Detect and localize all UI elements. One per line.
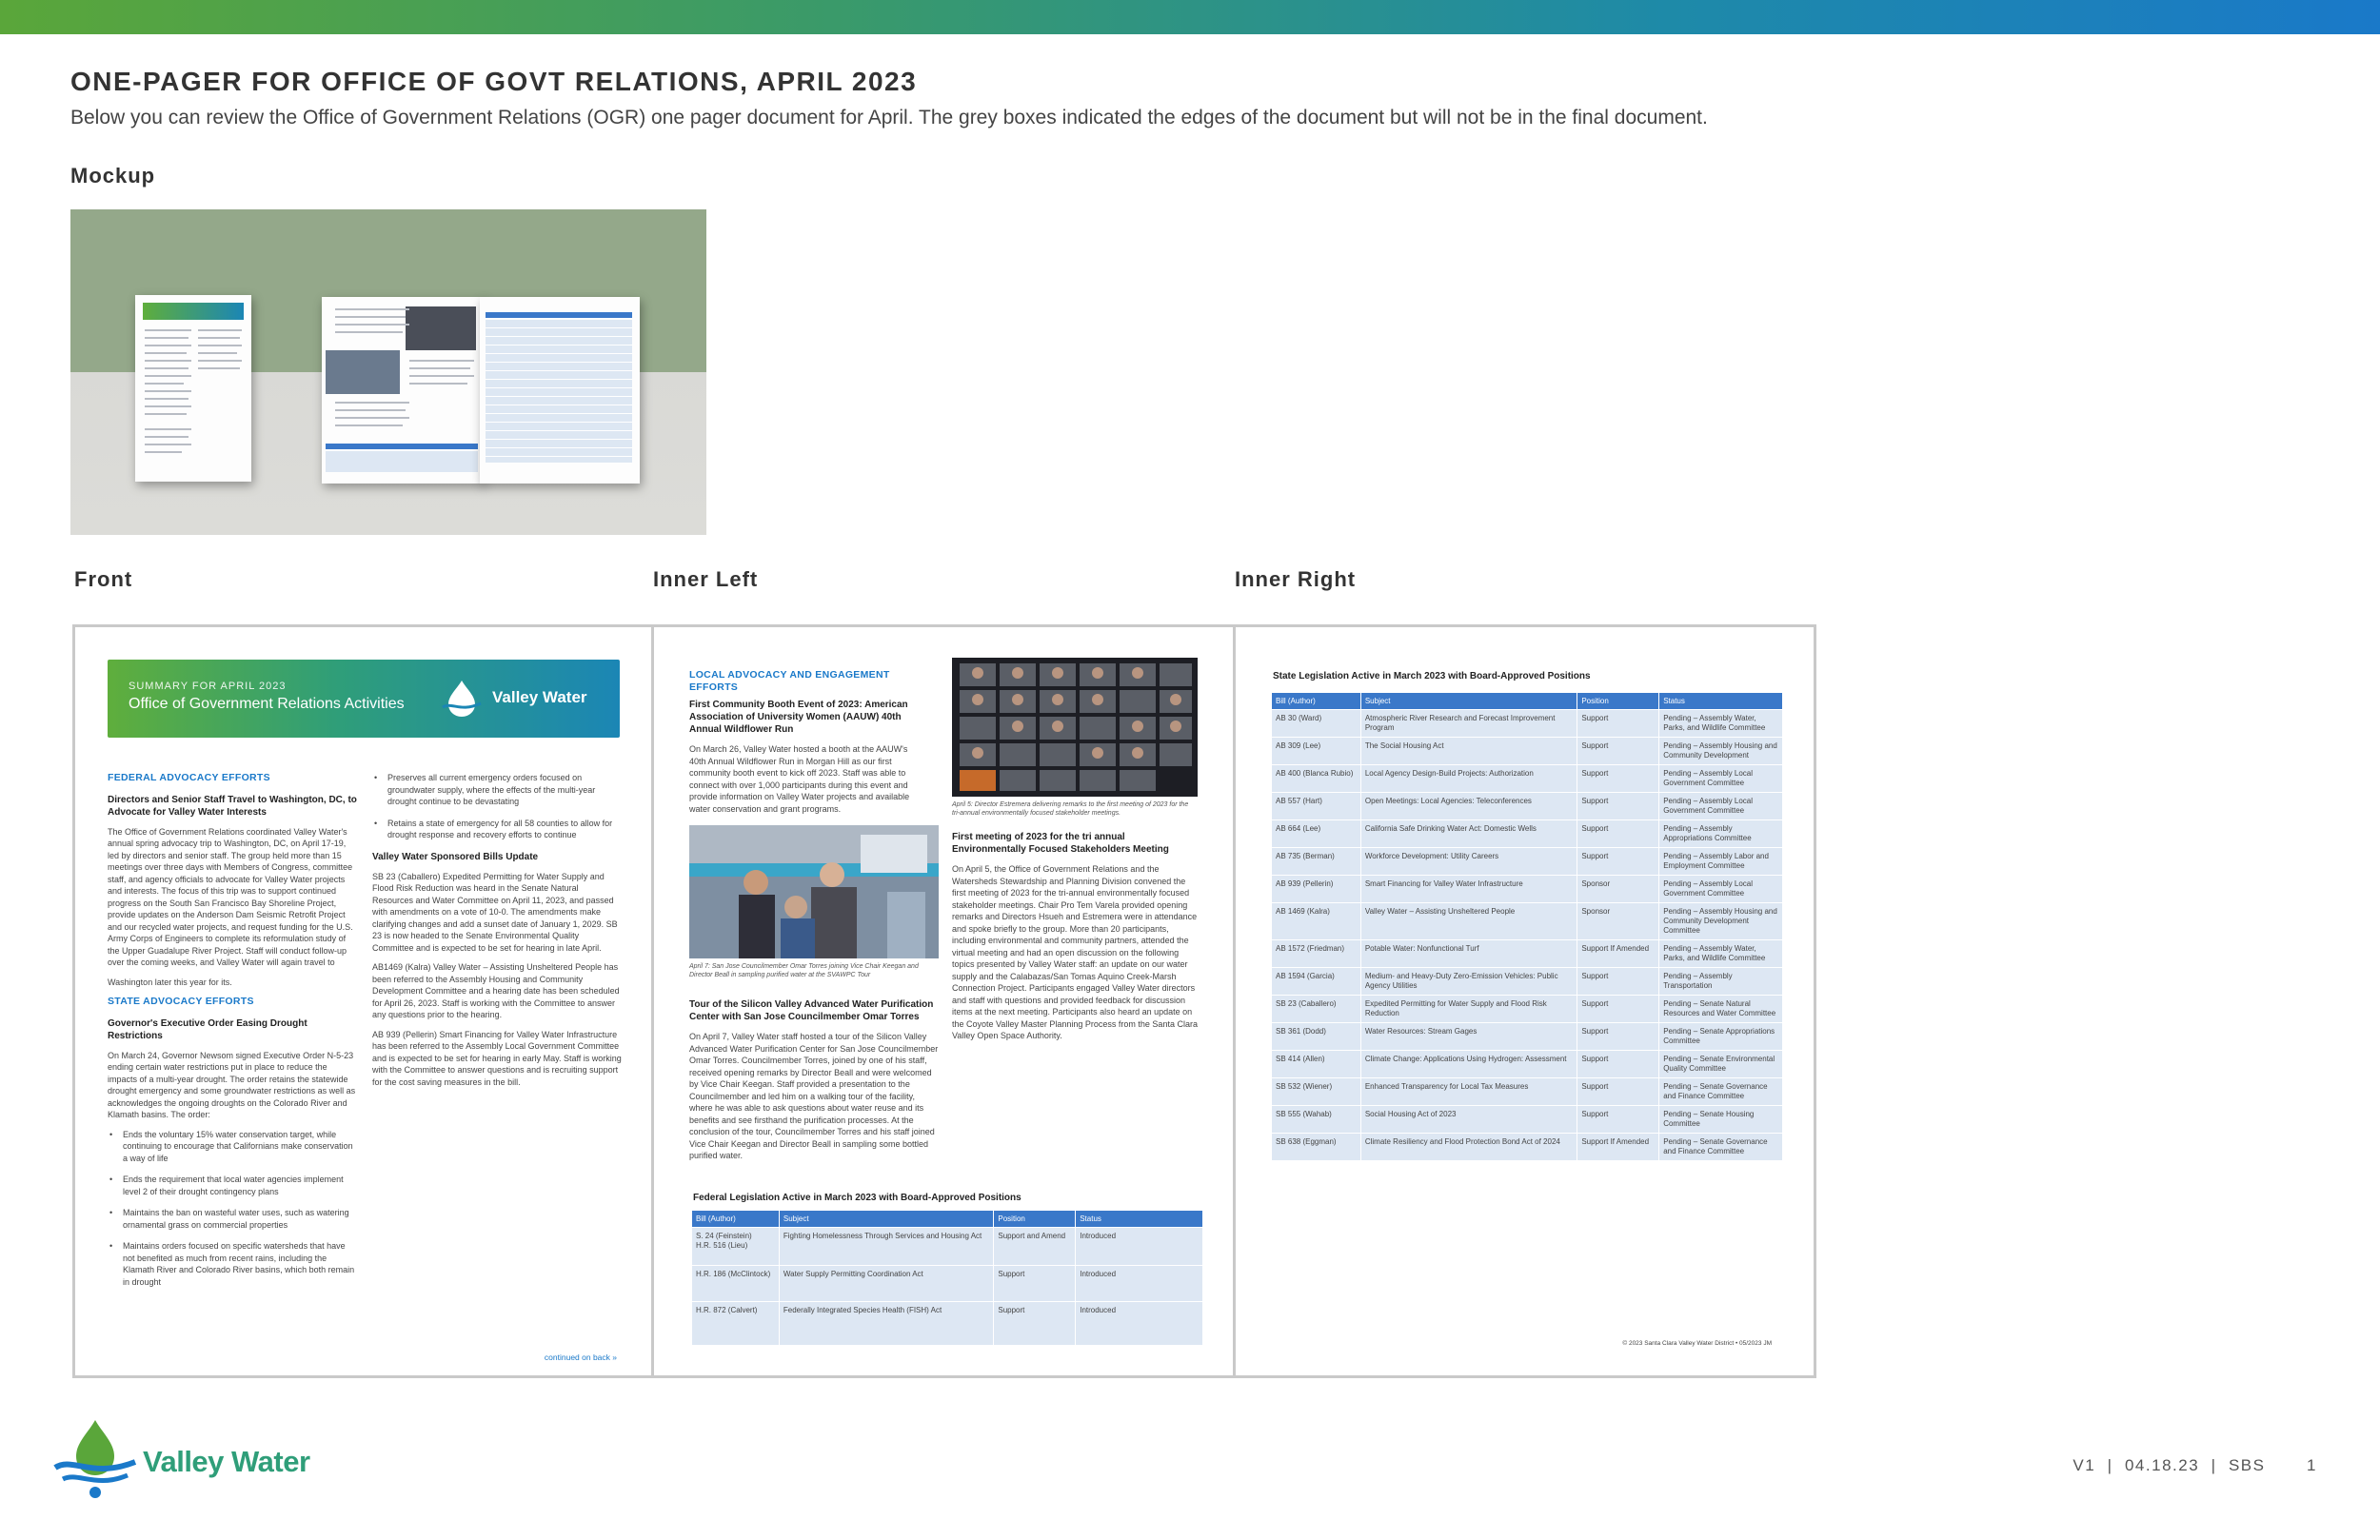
table-row	[1272, 903, 1783, 940]
table-row	[1272, 738, 1783, 765]
table-cell: SB 361 (Dodd)	[1272, 1023, 1361, 1051]
tour-title: Tour of the Silicon Valley Advanced Water Purification Center with San Jose Councilmember Omar Torres	[689, 999, 934, 1022]
water-drop-icon	[50, 1416, 141, 1502]
inner-left-column-1	[689, 669, 923, 822]
table-row	[1272, 820, 1783, 848]
table-cell: Pending – Assembly Transportation	[1659, 968, 1783, 996]
table-cell: Potable Water: Nonfunctional Turf	[1360, 940, 1577, 968]
sponsored-bills-heading: Valley Water Sponsored Bills Update	[372, 851, 539, 862]
table-cell: Pending – Assembly Housing and Community Development	[1659, 738, 1783, 765]
list-item: • Maintains the ban on wasteful water uses, such as watering ornamental grass on commercial properties	[108, 1207, 357, 1231]
table-cell: Support	[1577, 848, 1659, 876]
table-cell: Support	[1577, 820, 1659, 848]
table-cell: Sponsor	[1577, 903, 1659, 940]
table-header-row	[692, 1211, 1203, 1228]
table-row	[1272, 968, 1783, 996]
column-header: Status	[1076, 1211, 1203, 1228]
table-cell: Pending – Assembly Local Government Committee	[1659, 765, 1783, 793]
table-cell: Open Meetings: Local Agencies: Teleconferences	[1360, 793, 1577, 820]
table-cell: Pending – Senate Governance and Finance Committee	[1659, 1078, 1783, 1106]
column-header: Bill (Author)	[1272, 693, 1361, 710]
table-cell: Introduced	[1076, 1302, 1203, 1346]
inner-left-panel	[657, 627, 1236, 1375]
table-cell: H.R. 186 (McClintock)	[692, 1266, 780, 1302]
order-bullet-list-continued	[372, 772, 622, 841]
section-label-inner-left: Inner Left	[653, 567, 759, 591]
table-cell: Support	[1577, 1023, 1659, 1051]
document-spread	[72, 624, 1816, 1378]
column-header: Status	[1659, 693, 1783, 710]
mockup-front-page	[135, 295, 251, 482]
table-cell: Pending – Assembly Appropriations Committee	[1659, 820, 1783, 848]
video-grid	[952, 658, 1198, 797]
table-cell: H.R. 872 (Calvert)	[692, 1302, 780, 1346]
table-cell: Pending – Senate Natural Resources and Water Committee	[1659, 996, 1783, 1023]
table-cell: AB 557 (Hart)	[1272, 793, 1361, 820]
inner-left-column-1b	[689, 998, 939, 1170]
banner-title: Office of Government Relations Activities	[129, 696, 405, 712]
copyright-notice: © 2023 Santa Clara Valley Water District • 05/2023 JM	[1622, 1340, 1772, 1347]
table-cell: Support If Amended	[1577, 940, 1659, 968]
table-cell: Support	[1577, 968, 1659, 996]
table-cell: Local Agency Design-Build Projects: Authorization	[1360, 765, 1577, 793]
table-row	[1272, 1106, 1783, 1134]
table-row	[1272, 1078, 1783, 1106]
table-cell: Introduced	[1076, 1266, 1203, 1302]
table-row	[1272, 793, 1783, 820]
stakeholder-meeting-body: On April 5, the Office of Government Relations and the Watersheds Stewardship and Planning Division convened the first meeting of 2023 for the tri-annual environmentally focused stakeholder meetings. Chair Pro Tem Varela provided opening remarks and Directors Hsueh and Estremera were in attendance and spoke briefly to the group. More than 20 participants, including environmental and community partners, attended the virtual meeting and had an open discussion on the following topics presented by Valley Water staff: an update on our water supply and the Calabazas/San Tomas Aquino Creek-Marsh Connection Project. Participants engaged Valley Water directors and staff with questions and provided feedback for discussion items at the next meeting. Participants also heard an update on the Coyote Valley Master Planning Process from the Santa Clara Valley Open Space Authority.	[952, 864, 1198, 1040]
mockup-inner-left-page	[322, 297, 484, 484]
table-row	[1272, 940, 1783, 968]
table-row	[692, 1302, 1203, 1346]
section-label-front: Front	[74, 567, 133, 591]
valley-water-logo	[439, 679, 601, 721]
table-cell: AB 1594 (Garcia)	[1272, 968, 1361, 996]
front-right-column	[372, 772, 622, 1096]
state-heading: STATE ADVOCACY EFFORTS	[108, 996, 254, 1007]
list-item: • Ends the requirement that local water agencies implement level 2 of their drought contingency plans	[108, 1174, 357, 1197]
table-cell: Water Supply Permitting Coordination Act	[779, 1266, 994, 1302]
table-row	[1272, 876, 1783, 903]
section-label-inner-right: Inner Right	[1235, 567, 1357, 591]
federal-subheading: Directors and Senior Staff Travel to Washington, DC, to Advocate for Valley Water Interests	[108, 794, 357, 818]
table-cell: SB 532 (Wiener)	[1272, 1078, 1361, 1106]
local-advocacy-heading: LOCAL ADVOCACY AND ENGAGEMENT EFFORTS	[689, 669, 890, 693]
table-cell: AB 1572 (Friedman)	[1272, 940, 1361, 968]
table-row	[1272, 848, 1783, 876]
table-cell: Support	[1577, 765, 1659, 793]
table-cell: Introduced	[1076, 1228, 1203, 1266]
list-item: • Preserves all current emergency orders focused on groundwater supply, where the effects of the multi-year drought continue to be devastating	[372, 772, 622, 808]
virtual-meeting-screenshot	[952, 658, 1198, 797]
order-bullet-list	[108, 1129, 357, 1289]
section-label-mockup: Mockup	[70, 164, 156, 188]
table-cell: AB 400 (Blanca Rubio)	[1272, 765, 1361, 793]
table-row	[1272, 1023, 1783, 1051]
column-header: Position	[994, 1211, 1076, 1228]
table-cell: SB 414 (Allen)	[1272, 1051, 1361, 1078]
table-cell: Support	[1577, 996, 1659, 1023]
table-cell: AB 735 (Berman)	[1272, 848, 1361, 876]
state-legislation-table	[1271, 692, 1783, 1161]
front-banner	[108, 660, 620, 738]
inner-left-column-2	[952, 831, 1201, 1050]
table-cell: Water Resources: Stream Gages	[1360, 1023, 1577, 1051]
table-row	[692, 1266, 1203, 1302]
federal-legislation-table-title: Federal Legislation Active in March 2023 with Board-Approved Positions	[693, 1193, 1021, 1203]
table-row	[1272, 765, 1783, 793]
table-cell: SB 555 (Wahab)	[1272, 1106, 1361, 1134]
list-item: • Retains a state of emergency for all 58 counties to allow for drought response and recovery efforts to continue	[372, 818, 622, 841]
table-cell: Support	[1577, 710, 1659, 738]
state-legislation-table-title: State Legislation Active in March 2023 with Board-Approved Positions	[1273, 671, 1591, 681]
table-cell: AB 1469 (Kalra)	[1272, 903, 1361, 940]
table-cell: Support	[994, 1302, 1076, 1346]
sponsored-bill-ab1469: AB1469 (Kalra) Valley Water – Assisting Unsheltered People has been referred to the Assembly Housing and Community Development Committee and a hearing date has been scheduled for April 26, 2023. Staff is working with the Committee to answer any questions prior to the hearing.	[372, 962, 620, 1019]
booth-event-body: On March 26, Valley Water hosted a booth at the AAUW's 40th Annual Wildflower Run in Morgan Hill as our first community booth event to kick off 2023. Staff was able to connect with over 1,000 participants during this event and provide information on Valley Water projects and available water conservation and grant programs.	[689, 744, 910, 814]
table-cell: SB 638 (Eggman)	[1272, 1134, 1361, 1161]
list-item: • Ends the voluntary 15% water conservation target, while continuing to encourage that Californians make conservation a way of life	[108, 1129, 357, 1165]
federal-body-end: Washington later this year for its.	[108, 977, 232, 987]
photo-caption-tour: April 7: San Jose Councilmember Omar Torres joining Vice Chair Keegan and Director Beall in sampling purified water at the SVAWPC Tour	[689, 963, 919, 978]
table-cell: Support	[1577, 793, 1659, 820]
table-cell: Workforce Development: Utility Careers	[1360, 848, 1577, 876]
logo-text: Valley Water	[492, 688, 587, 706]
table-cell: Pending – Assembly Water, Parks, and Wildlife Committee	[1659, 710, 1783, 738]
table-cell: Expedited Permitting for Water Supply and Flood Risk Reduction	[1360, 996, 1577, 1023]
table-row	[692, 1228, 1203, 1266]
table-cell: Pending – Senate Environmental Quality Committee	[1659, 1051, 1783, 1078]
table-cell: Support	[1577, 1078, 1659, 1106]
footer-version-info: V1 | 04.18.23 | SBS 1	[2073, 1456, 2317, 1474]
table-cell: Pending – Assembly Water, Parks, and Wildlife Committee	[1659, 940, 1783, 968]
gradient-top-bar	[0, 0, 2380, 34]
table-cell: Pending – Assembly Local Government Committee	[1659, 793, 1783, 820]
photo-caption-meeting: April 5: Director Estremera delivering remarks to the first meeting of 2023 for the tri-annual environmentally focused stakeholder meetings.	[952, 801, 1189, 817]
table-cell: Atmospheric River Research and Forecast Improvement Program	[1360, 710, 1577, 738]
page-title: ONE-PAGER FOR OFFICE OF GOVT RELATIONS, APRIL 2023	[70, 67, 918, 96]
table-cell: AB 939 (Pellerin)	[1272, 876, 1361, 903]
table-cell: Support	[1577, 738, 1659, 765]
footer-valley-water-logo	[50, 1416, 335, 1502]
table-cell: Enhanced Transparency for Local Tax Measures	[1360, 1078, 1577, 1106]
table-cell: S. 24 (Feinstein) H.R. 516 (Lieu)	[692, 1228, 780, 1266]
tour-body: On April 7, Valley Water staff hosted a tour of the Silicon Valley Advanced Water Purification Center for San Jose Councilmember Omar Torres. Councilmember Torres, joined by one of his staff, received opening remarks by Director Beall and were welcomed by Vice Chair Keegan. Staff provided a presentation to the Councilmember and led him on a walking tour of the facility, where he was able to ask questions about water reuse and its benefits and see firsthand the purification processes. At the conclusion of the tour, Councilmember Torres and his staff joined Vice Chair Keegan and Director Beall in sampling some bottled purified water.	[689, 1032, 939, 1160]
table-cell: Fighting Homelessness Through Services and Housing Act	[779, 1228, 994, 1266]
continued-on-back-link[interactable]: continued on back »	[544, 1352, 617, 1362]
column-header: Bill (Author)	[692, 1211, 780, 1228]
footer-logo-text: Valley Water	[143, 1445, 310, 1478]
table-cell: Climate Resiliency and Flood Protection Bond Act of 2024	[1360, 1134, 1577, 1161]
table-cell: AB 664 (Lee)	[1272, 820, 1361, 848]
table-cell: Pending – Assembly Labor and Employment Committee	[1659, 848, 1783, 876]
table-cell: Pending – Senate Housing Committee	[1659, 1106, 1783, 1134]
table-cell: Climate Change: Applications Using Hydrogen: Assessment	[1360, 1051, 1577, 1078]
table-cell: Pending – Assembly Housing and Community Development Committee	[1659, 903, 1783, 940]
table-row	[1272, 996, 1783, 1023]
table-cell: AB 309 (Lee)	[1272, 738, 1361, 765]
table-cell: Pending – Senate Governance and Finance Committee	[1659, 1134, 1783, 1161]
water-drop-icon	[439, 679, 485, 721]
inner-right-panel	[1239, 627, 1814, 1375]
mockup-inner-right-page	[480, 297, 640, 484]
column-header: Subject	[779, 1211, 994, 1228]
front-panel	[75, 627, 654, 1375]
sponsored-bill-ab939: AB 939 (Pellerin) Smart Financing for Valley Water Infrastructure has been referred to the Assembly Local Government Committee and is expected to be set for hearing in early May. Staff is working with the Committee to answer questions and is recruiting support for the cost saving measures in the bill.	[372, 1029, 622, 1087]
table-cell: Pending – Senate Appropriations Committee	[1659, 1023, 1783, 1051]
mockup-image	[70, 209, 706, 535]
table-row	[1272, 1134, 1783, 1161]
table-cell: Support	[1577, 1051, 1659, 1078]
table-cell: Medium- and Heavy-Duty Zero-Emission Vehicles: Public Agency Utilities	[1360, 968, 1577, 996]
federal-body: The Office of Government Relations coordinated Valley Water's annual spring advocacy trip to Washington, DC, on April 17-19, led by directors and senior staff. The group held more than 15 meetings over three days with Members of Congress, committee staff, and agency officials to advocate for Valley Water projects and interests. The focus of this trip was to support continued progress on the South San Francisco Bay Shoreline Project, provide updates on the Anderson Dam Seismic Retrofit Project and our recycled water projects, and request funding for the U.S. Army Corps of Engineers to complete its reformulation study of the Upper Guadalupe River Project. Staff will conduct follow-up over the coming weeks, and Valley Water will again travel to	[108, 826, 353, 967]
banner-summary-label: SUMMARY FOR APRIL 2023	[129, 681, 287, 692]
front-left-column	[108, 772, 357, 1297]
federal-heading: FEDERAL ADVOCACY EFFORTS	[108, 772, 270, 783]
list-item: • Maintains orders focused on specific watersheds that have not benefited as much from recent rains, including the Klamath River and Colorado River basins, which both remain in drought	[108, 1240, 357, 1288]
table-cell: Social Housing Act of 2023	[1360, 1106, 1577, 1134]
stakeholder-meeting-title: First meeting of 2023 for the tri annual Environmentally Focused Stakeholders Meeting	[952, 832, 1169, 855]
table-cell: Federally Integrated Species Health (FISH) Act	[779, 1302, 994, 1346]
state-subheading: Governor's Executive Order Easing Drought Restrictions	[108, 1017, 307, 1041]
sponsored-bill-sb23: SB 23 (Caballero) Expedited Permitting for Water Supply and Flood Risk Reduction was heard in the Senate Natural Resources and Water Committee on April 11, 2023, and passed with amendments on a vote of 10-0. The amendments make clarifying changes and add a sunset date of January 1, 2029. SB 23 is now headed to the Senate Environmental Quality Committee and is expected to be set for hearing in late April.	[372, 871, 618, 953]
councilmember-tour-photo	[689, 825, 939, 958]
table-cell: California Safe Drinking Water Act: Domestic Wells	[1360, 820, 1577, 848]
table-cell: SB 23 (Caballero)	[1272, 996, 1361, 1023]
table-cell: The Social Housing Act	[1360, 738, 1577, 765]
page-subtitle: Below you can review the Office of Government Relations (OGR) one pager document for April. The grey boxes indicated the edges of the document but will not be in the final document.	[70, 107, 1708, 128]
table-row	[1272, 710, 1783, 738]
federal-legislation-table	[691, 1210, 1203, 1346]
table-cell: Pending – Assembly Local Government Committee	[1659, 876, 1783, 903]
booth-event-title: First Community Booth Event of 2023: American Association of University Women (AAUW) 40th Annual Wildflower Run	[689, 700, 908, 735]
table-cell: Support If Amended	[1577, 1134, 1659, 1161]
table-cell: Sponsor	[1577, 876, 1659, 903]
table-cell: Support	[994, 1266, 1076, 1302]
table-header-row	[1272, 693, 1783, 710]
table-cell: Support and Amend	[994, 1228, 1076, 1266]
table-cell: Smart Financing for Valley Water Infrastructure	[1360, 876, 1577, 903]
column-header: Subject	[1360, 693, 1577, 710]
column-header: Position	[1577, 693, 1659, 710]
state-body: On March 24, Governor Newsom signed Executive Order N-5-23 ending certain water restrictions put in place to reduce the impacts of a multi-year drought. The order retains the statewide drought emergency and some groundwater restrictions as well as acknowledges the ongoing droughts on the Colorado River and Klamath basins. The order:	[108, 1050, 356, 1119]
table-row	[1272, 1051, 1783, 1078]
table-cell: Valley Water – Assisting Unsheltered People	[1360, 903, 1577, 940]
table-cell: AB 30 (Ward)	[1272, 710, 1361, 738]
table-cell: Support	[1577, 1106, 1659, 1134]
